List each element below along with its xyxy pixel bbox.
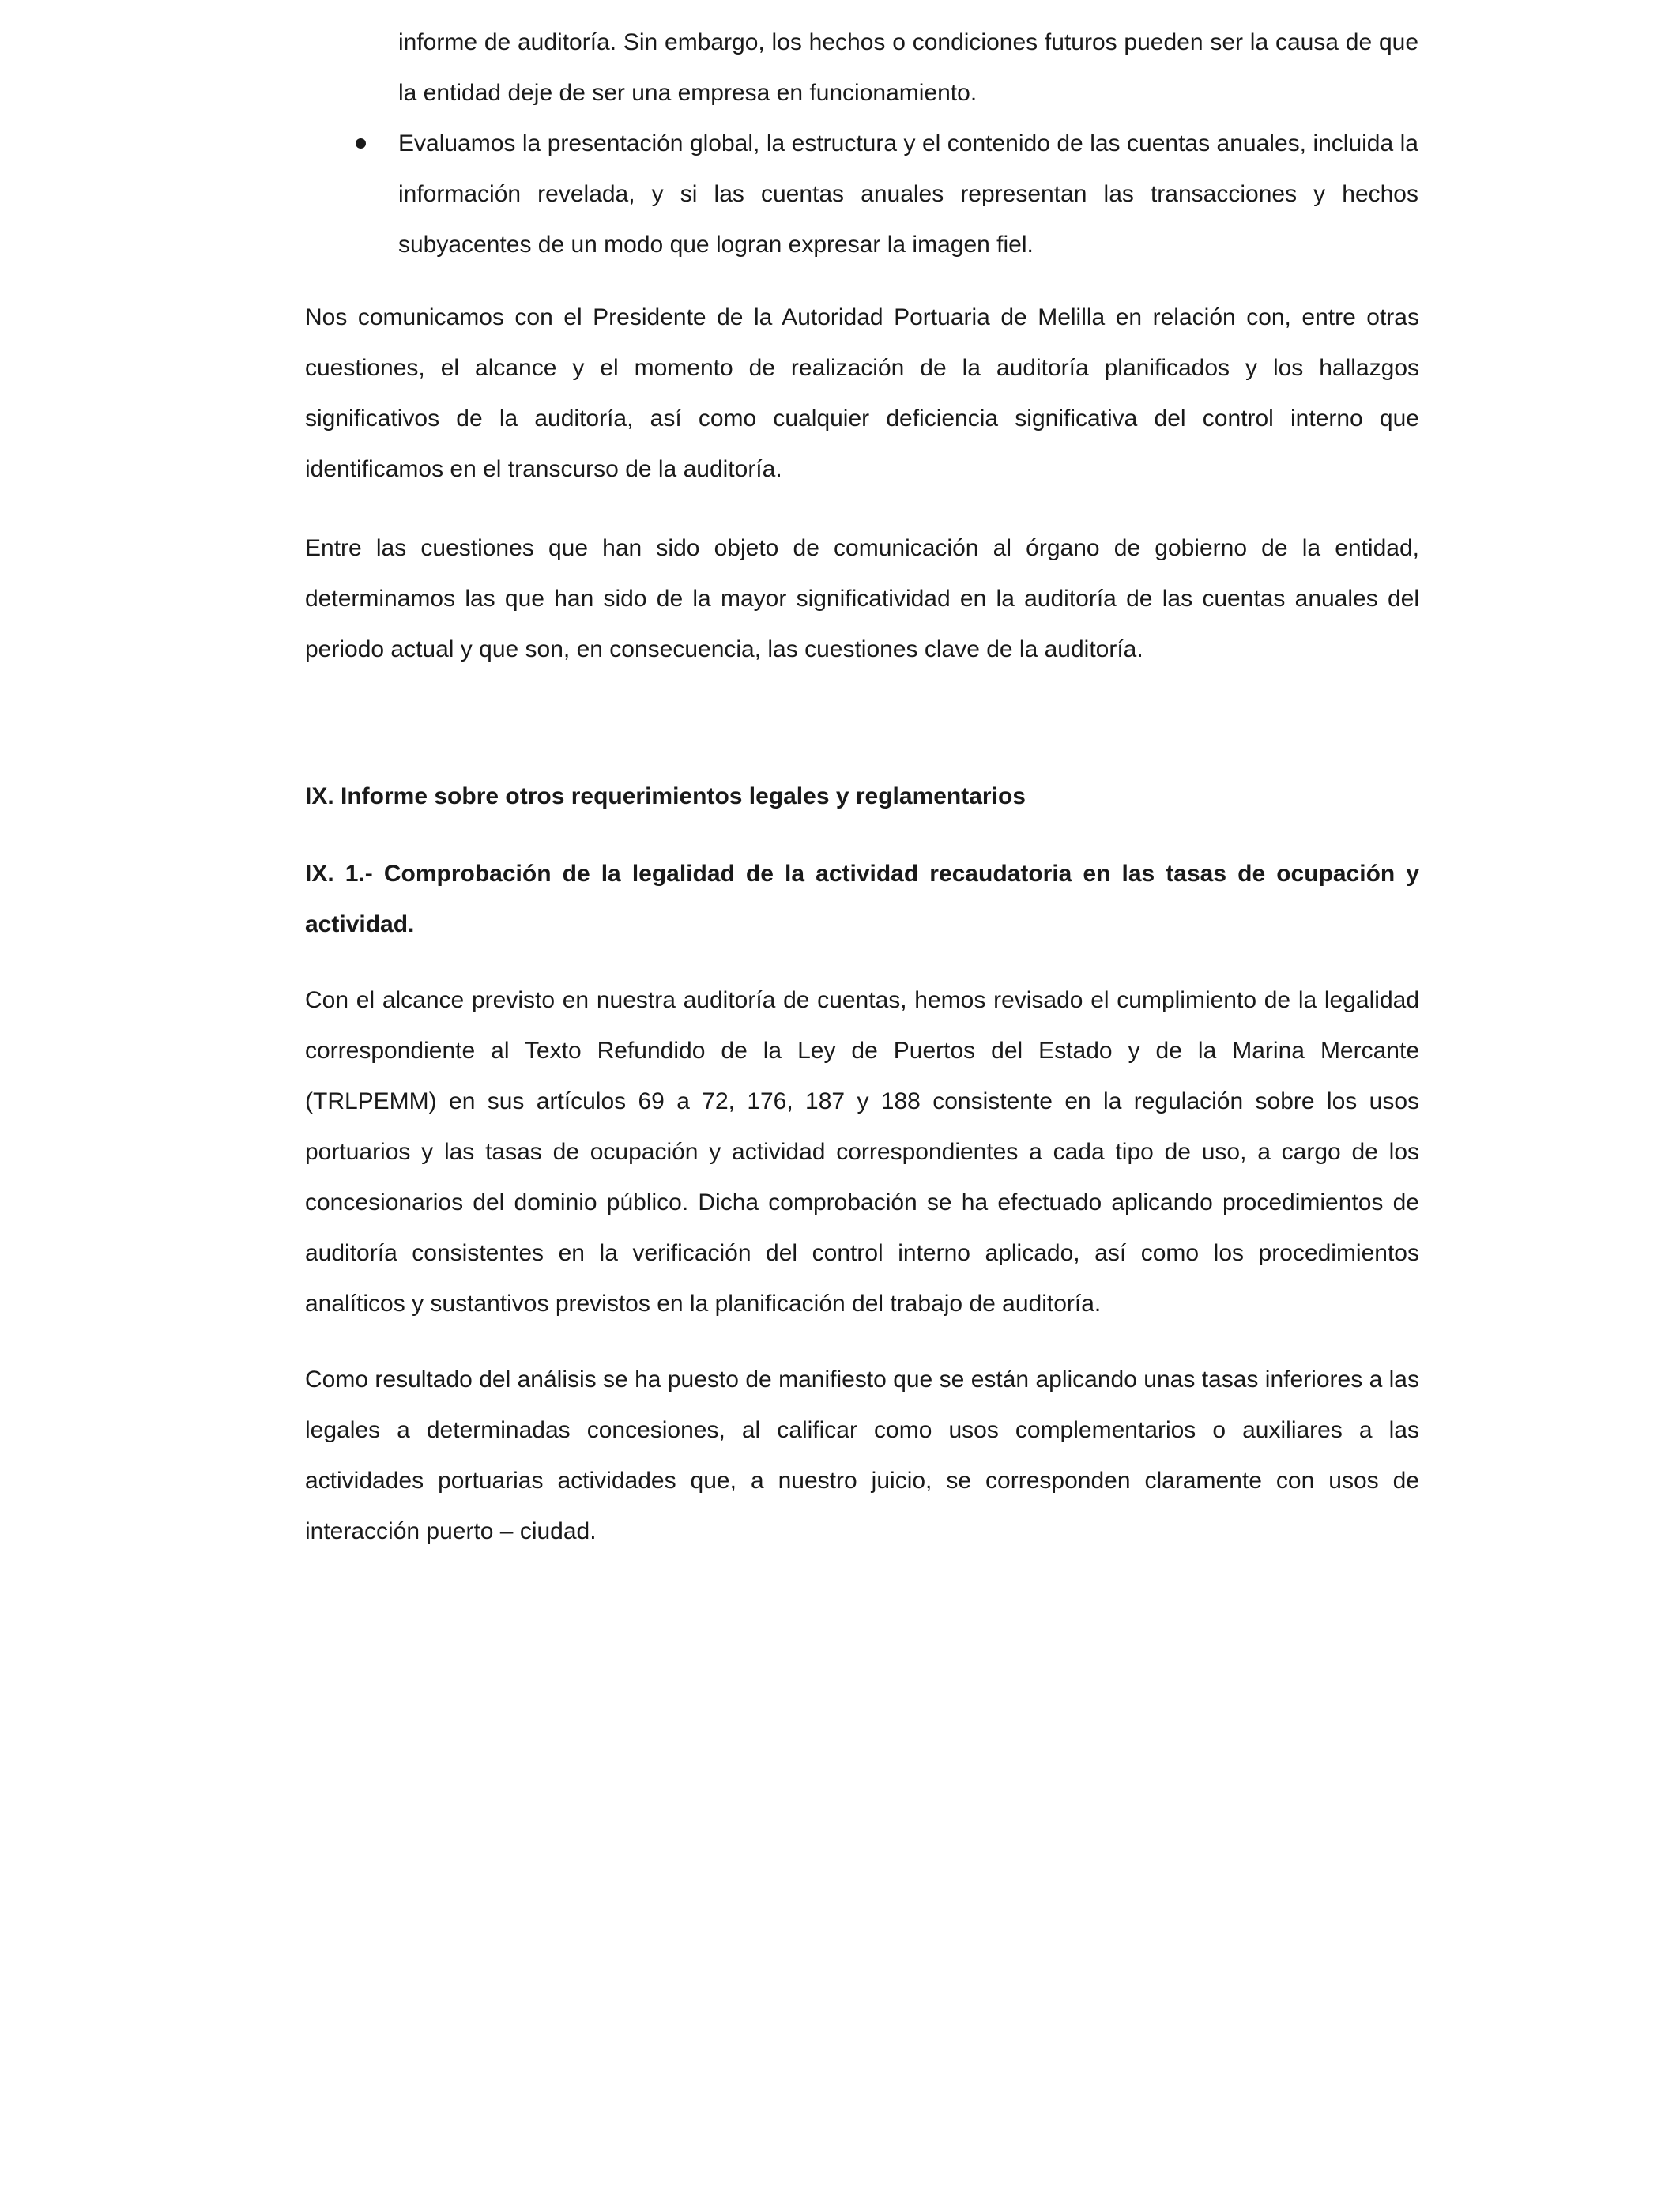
bullet-item bbox=[348, 119, 1418, 270]
bullet-item-text: Evaluamos la presentación global, la estructura y el contenido de las cuentas anuales, incluida la información revelada, y si las cuentas anuales representan las transacciones y hechos subyacentes de un modo que logran expresar la imagen fiel. bbox=[398, 130, 1418, 258]
paragraph-scope: Con el alcance previsto en nuestra auditoría de cuentas, hemos revisado el cumplimiento de la legalidad correspondiente al Texto Refundido de la Ley de Puertos del Estado y de la Marina Mercante (TRLPEMM) en sus artículos 69 a 72, 176, 187 y 188 consistente en la regulación sobre los usos portuarios y las tasas de ocupación y actividad correspondientes a cada tipo de uso, a cargo de los concesionarios del dominio público. Dicha comprobación se ha efectuado aplicando procedimientos de auditoría consistentes en la verificación del control interno aplicado, así como los procedimientos analíticos y sustantivos previstos en la planificación del trabajo de auditoría. bbox=[305, 987, 1419, 1317]
bullet-list bbox=[348, 17, 1418, 270]
section-heading: IX. Informe sobre otros requerimientos legales y reglamentarios bbox=[305, 783, 1026, 809]
paragraph-communication: Nos comunicamos con el Presidente de la Autoridad Portuaria de Melilla en relación con, entre otras cuestiones, el alcance y el momento de realización de la auditoría planificados y los hallazgos significativos de la auditoría, así como cualquier deficiencia significativa del control interno que identificamos en el transcurso de la auditoría. bbox=[305, 304, 1419, 482]
bullet-continuation-text: informe de auditoría. Sin embargo, los hechos o condiciones futuros pueden ser la causa de que la entidad deje de ser una empresa en funcionamiento. bbox=[398, 29, 1418, 106]
subsection-heading: IX. 1.- Comprobación de la legalidad de la actividad recaudatoria en las tasas de ocupación y actividad. bbox=[305, 861, 1419, 937]
paragraph-key-matters: Entre las cuestiones que han sido objeto de comunicación al órgano de gobierno de la entidad, determinamos las que han sido de la mayor significatividad en la auditoría de las cuentas anuales del periodo actual y que son, en consecuencia, las cuestiones clave de la auditoría. bbox=[305, 535, 1419, 662]
paragraph-result: Como resultado del análisis se ha puesto de manifiesto que se están aplicando unas tasas inferiores a las legales a determinadas concesiones, al calificar como usos complementarios o auxiliares a las actividades portuarias actividades que, a nuestro juicio, se corresponden claramente con usos de interacción puerto – ciudad. bbox=[305, 1367, 1419, 1544]
